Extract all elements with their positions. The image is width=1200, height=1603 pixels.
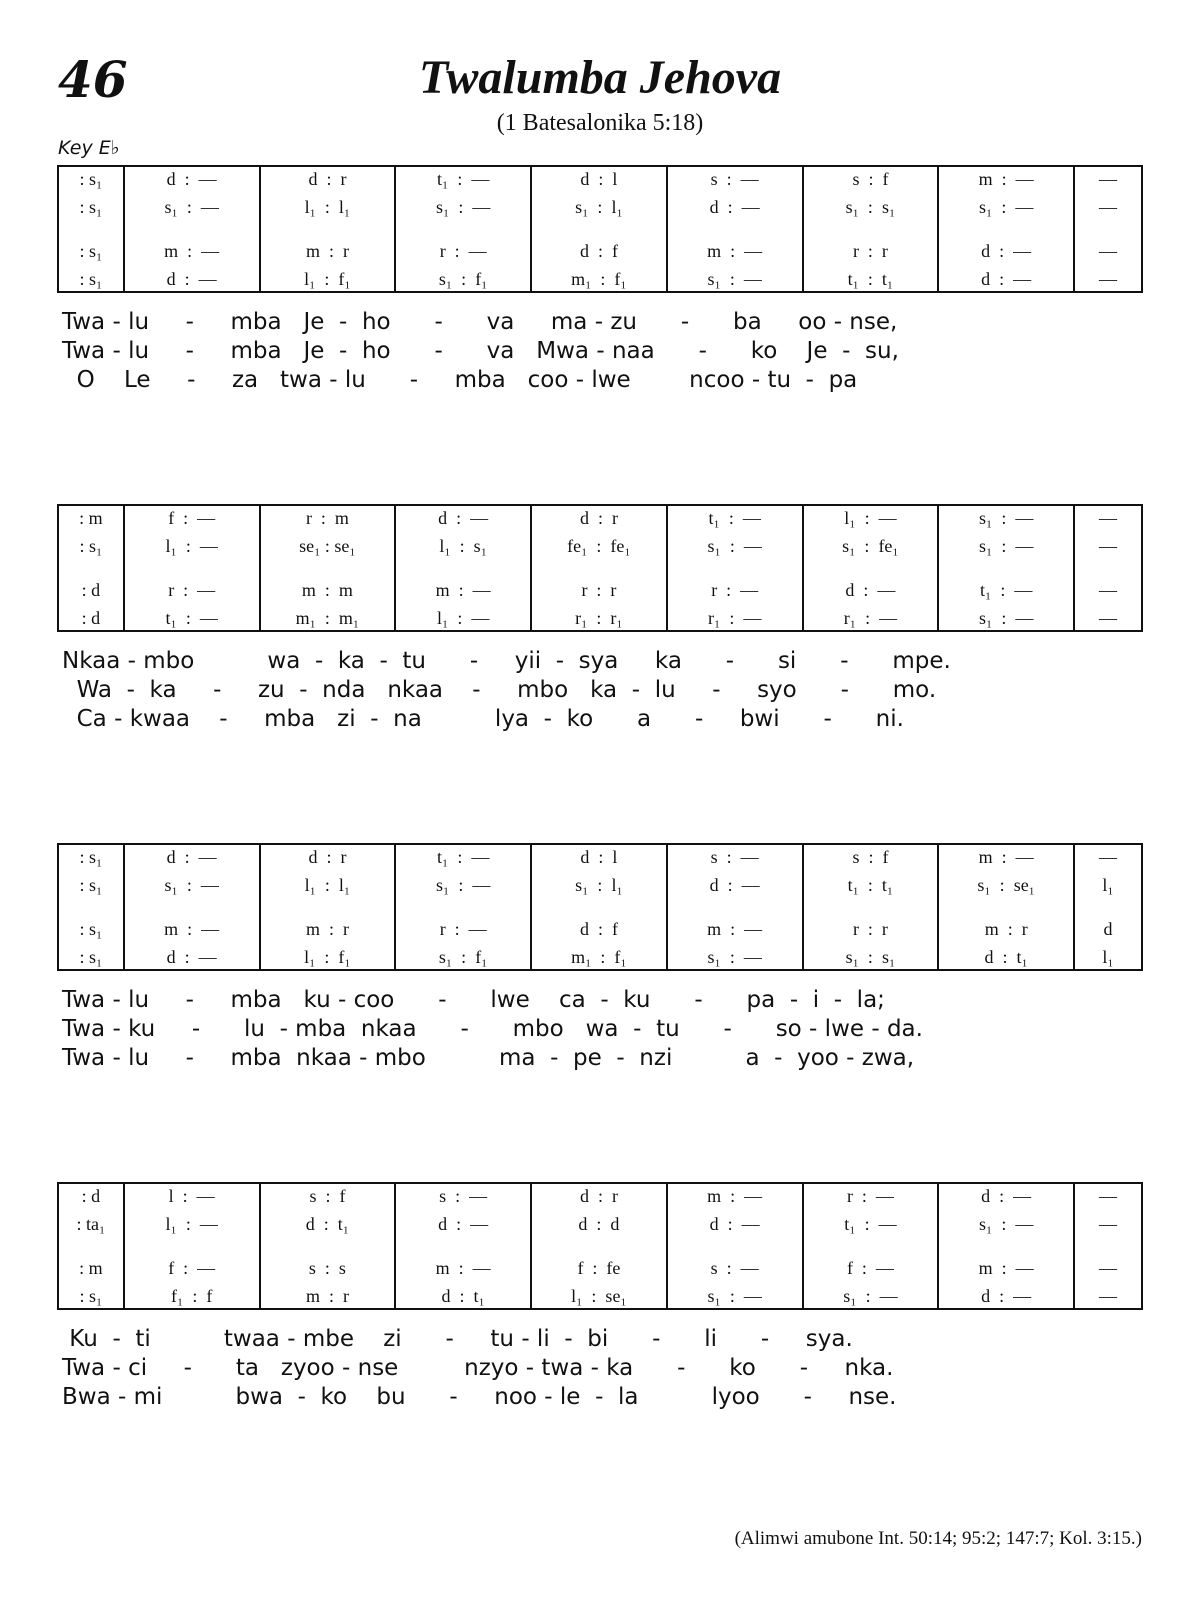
voice-part-notes: f : — — [846, 1258, 894, 1278]
voice-part-notes: t₁ : — — [980, 580, 1033, 600]
voice-part-notes: m : — — [978, 169, 1034, 189]
measure — [667, 1183, 803, 1309]
measure — [58, 1183, 124, 1309]
voice-part-notes: — — [1099, 1258, 1118, 1278]
voice-part-notes: m : — — [164, 919, 220, 939]
voice-part-notes: s₁ : — — [164, 197, 219, 217]
lyric-line: Bwa - mi bwa - ko bu - noo - le - la lyoo - nse. — [62, 1384, 897, 1410]
voice-part-notes: : s₁ — [79, 197, 103, 217]
measure — [531, 505, 667, 631]
measure — [1074, 505, 1142, 631]
voice-part-notes: s₁ : — — [979, 1214, 1034, 1234]
voice-part-notes: — — [1099, 197, 1118, 217]
voice-part-notes: d : l — [580, 847, 618, 867]
voice-part-notes: d : r — [308, 169, 347, 189]
measure — [124, 505, 260, 631]
lyric-line: Ku - ti twaa - mbe zi - tu - li - bi - li - sya. — [62, 1326, 853, 1352]
voice-part-notes: s₁ : — — [436, 875, 491, 895]
voice-part-notes: f₁ : f — [171, 1286, 213, 1306]
voice-part-notes: s₁ : s₁ — [845, 197, 896, 217]
voice-part-notes: m : r — [984, 919, 1028, 939]
voice-part-notes: l : — — [168, 1186, 215, 1206]
scripture-reference: (1 Batesalonika 5:18) — [496, 110, 704, 136]
voice-part-notes: f : — — [168, 508, 216, 528]
voice-part-notes: m₁ : f₁ — [571, 947, 627, 967]
voice-part-notes: s₁ : — — [707, 1286, 762, 1306]
voice-part-notes: : d — [81, 1186, 101, 1206]
measure — [667, 844, 803, 970]
measure — [124, 166, 260, 292]
measure — [1074, 1183, 1142, 1309]
voice-part-notes: : s₁ — [79, 536, 103, 556]
lyrics-block — [62, 986, 1142, 1073]
voice-part-notes: d : t₁ — [305, 1214, 350, 1234]
voice-part-notes: m : — — [435, 1258, 491, 1278]
voice-part-notes: : s₁ — [79, 875, 103, 895]
measure — [58, 844, 124, 970]
voice-part-notes: t₁ : — — [437, 169, 490, 189]
notation-system — [57, 504, 1143, 632]
lyric-line: Twa - lu - mba Je - ho - va ma - zu - ba oo - nse, — [62, 309, 898, 335]
notation-system — [57, 1182, 1143, 1310]
voice-part-notes: — — [1099, 508, 1118, 528]
voice-part-notes: d : — — [709, 197, 760, 217]
measure — [531, 166, 667, 292]
measure — [531, 844, 667, 970]
voice-part-notes: — — [1099, 580, 1118, 600]
voice-part-notes: : m — [79, 1258, 103, 1278]
voice-part-notes: s₁ : — — [707, 269, 762, 289]
measure — [803, 1183, 939, 1309]
lyric-line: Twa - ci - ta zyoo - nse nzyo - twa - ka - ko - nka. — [62, 1355, 894, 1381]
voice-part-notes: : s₁ — [79, 1286, 103, 1306]
voice-part-notes: r₁ : — — [708, 608, 762, 628]
voice-part-notes: : s₁ — [79, 947, 103, 967]
lyric-line: Wa - ka - zu - nda nkaa - mbo ka - lu - syo - mo. — [62, 677, 937, 703]
lyric-line: Twa - lu - mba Je - ho - va Mwa - naa - ko Je - su, — [62, 338, 899, 364]
voice-part-notes: d : d — [578, 1214, 620, 1234]
voice-part-notes: — — [1099, 1214, 1118, 1234]
voice-part-notes: — — [1099, 169, 1118, 189]
voice-part-notes: d : — — [845, 580, 896, 600]
voice-part-notes: r : r — [852, 241, 888, 261]
voice-part-notes: d : r — [579, 508, 618, 528]
voice-part-notes: l₁ : l₁ — [304, 197, 351, 217]
measure — [531, 1183, 667, 1309]
voice-part-notes: m : r — [305, 241, 349, 261]
voice-part-notes: d : r — [308, 847, 347, 867]
measure — [260, 166, 396, 292]
voice-part-notes: r : r — [852, 919, 888, 939]
voice-part-notes: — — [1099, 847, 1118, 867]
voice-part-notes: l₁ : se₁ — [571, 1286, 627, 1306]
voice-part-notes: m : — — [435, 580, 491, 600]
song-number: 46 — [58, 50, 128, 109]
voice-part-notes: — — [1099, 608, 1118, 628]
voice-part-notes: se₁ : se₁ — [299, 536, 356, 556]
measure — [124, 844, 260, 970]
voice-part-notes: s : — — [710, 1258, 759, 1278]
voice-part-notes: d : l — [580, 169, 618, 189]
voice-part-notes: l₁ : — — [844, 508, 897, 528]
voice-part-notes: s : f — [852, 847, 889, 867]
lyric-line: Twa - ku - lu - mba nkaa - mbo wa - tu - so - lwe - da. — [62, 1016, 923, 1042]
voice-part-notes: d : — — [166, 847, 217, 867]
voice-part-notes: : s₁ — [79, 241, 103, 261]
measure — [395, 844, 531, 970]
voice-part-notes: l₁ : — — [165, 1214, 218, 1234]
voice-part-notes: m : — — [707, 1186, 763, 1206]
key-signature: Key E♭ — [58, 137, 120, 159]
voice-part-notes: : s₁ — [79, 169, 103, 189]
measure — [395, 505, 531, 631]
measure — [938, 166, 1074, 292]
lyrics-block — [62, 308, 1142, 395]
voice-part-notes: t₁ : — — [437, 847, 490, 867]
voice-part-notes: s₁ : — — [707, 947, 762, 967]
voice-part-notes: t₁ : t₁ — [847, 875, 894, 895]
voice-part-notes: s₁ : f₁ — [438, 947, 488, 967]
voice-part-notes: d : — — [709, 875, 760, 895]
voice-part-notes: r₁ : — — [843, 608, 898, 628]
voice-part-notes: : ta₁ — [76, 1214, 106, 1234]
measure — [260, 1183, 396, 1309]
voice-part-notes: d : — — [438, 1214, 489, 1234]
voice-part-notes: d : — — [981, 1186, 1032, 1206]
voice-part-notes: m : — — [978, 1258, 1034, 1278]
voice-part-notes: l₁ — [1102, 947, 1114, 967]
voice-part-notes: — — [1099, 241, 1118, 261]
voice-part-notes: r : — — [846, 1186, 894, 1206]
song-title: Twalumba Jehova — [418, 51, 782, 104]
lyrics-block — [62, 647, 1142, 734]
voice-part-notes: m₁ : f₁ — [571, 269, 627, 289]
voice-part-notes: s₁ : — — [436, 197, 491, 217]
voice-part-notes: m₁ : m₁ — [295, 608, 360, 628]
voice-part-notes: d : — — [981, 1286, 1032, 1306]
voice-part-notes: t₁ : — — [708, 508, 761, 528]
voice-part-notes: d : — — [166, 947, 217, 967]
voice-part-notes: m : — — [978, 847, 1034, 867]
measure — [1074, 166, 1142, 292]
voice-part-notes: r : — — [168, 580, 216, 600]
voice-part-notes: s₁ : l₁ — [575, 197, 623, 217]
voice-part-notes: s : — — [710, 847, 759, 867]
measure — [938, 505, 1074, 631]
footer-references: (Alimwi amubone Int. 50:14; 95:2; 147:7; Kol. 3:15.) — [734, 1528, 1142, 1549]
voice-part-notes: l₁ : f₁ — [304, 947, 351, 967]
measure — [803, 166, 939, 292]
voice-part-notes: s₁ : — — [979, 197, 1034, 217]
voice-part-notes: fe₁ : fe₁ — [567, 536, 631, 556]
voice-part-notes: s₁ : — — [164, 875, 219, 895]
voice-part-notes: d : — — [166, 269, 217, 289]
voice-part-notes: l₁ : — — [437, 608, 490, 628]
voice-part-notes: : s₁ — [79, 847, 103, 867]
voice-part-notes: s₁ : — — [979, 536, 1034, 556]
measure — [395, 1183, 531, 1309]
voice-part-notes: m : m — [301, 580, 353, 600]
voice-part-notes: d : t₁ — [441, 1286, 485, 1306]
voice-part-notes: s₁ : f₁ — [438, 269, 488, 289]
voice-part-notes: s₁ : l₁ — [575, 875, 623, 895]
voice-part-notes: r : r — [581, 580, 617, 600]
lyrics-block — [62, 1325, 1142, 1412]
voice-part-notes: s : s — [308, 1258, 346, 1278]
voice-part-notes: r : — — [711, 580, 759, 600]
voice-part-notes: l₁ : — — [165, 536, 218, 556]
voice-part-notes: l₁ : f₁ — [304, 269, 351, 289]
voice-part-notes: t₁ : — — [844, 1214, 897, 1234]
voice-part-notes: r₁ : r₁ — [575, 608, 623, 628]
voice-part-notes: : d — [81, 580, 101, 600]
voice-part-notes: d : t₁ — [984, 947, 1028, 967]
voice-part-notes: s₁ : — — [843, 1286, 898, 1306]
voice-part-notes: s : — — [439, 1186, 488, 1206]
voice-part-notes: s₁ : fe₁ — [842, 536, 899, 556]
voice-part-notes: : s₁ — [79, 269, 103, 289]
voice-part-notes: d : — — [438, 508, 489, 528]
measure — [58, 166, 124, 292]
voice-part-notes: m : — — [164, 241, 220, 261]
lyric-line: O Le - za twa - lu - mba coo - lwe ncoo - tu - pa — [62, 367, 858, 393]
voice-part-notes: d : — — [709, 1214, 760, 1234]
measure — [124, 1183, 260, 1309]
measure — [58, 505, 124, 631]
lyric-line: Nkaa - mbo wa - ka - tu - yii - sya ka - si - mpe. — [62, 648, 951, 674]
voice-part-notes: s : f — [309, 1186, 346, 1206]
notation-system — [57, 165, 1143, 293]
voice-part-notes: d — [1103, 919, 1113, 939]
measure — [260, 844, 396, 970]
voice-part-notes: f : fe — [577, 1258, 621, 1278]
voice-part-notes: s₁ : se₁ — [977, 875, 1035, 895]
notation-system — [57, 843, 1143, 971]
lyric-line: Twa - lu - mba nkaa - mbo ma - pe - nzi a - yoo - zwa, — [62, 1045, 915, 1071]
voice-part-notes: s₁ : — — [979, 608, 1034, 628]
voice-part-notes: d : — — [981, 269, 1032, 289]
voice-part-notes: — — [1099, 536, 1118, 556]
measure — [938, 844, 1074, 970]
measure — [938, 1183, 1074, 1309]
lyric-line: Twa - lu - mba ku - coo - lwe ca - ku - pa - i - la; — [62, 987, 885, 1013]
voice-part-notes: s₁ : — — [979, 508, 1034, 528]
voice-part-notes: d : — — [981, 241, 1032, 261]
measure — [667, 505, 803, 631]
measure — [260, 505, 396, 631]
voice-part-notes: s : f — [852, 169, 889, 189]
voice-part-notes: — — [1099, 1186, 1118, 1206]
voice-part-notes: s₁ : s₁ — [845, 947, 896, 967]
measure — [395, 166, 531, 292]
voice-part-notes: m : r — [305, 1286, 349, 1306]
voice-part-notes: s₁ : — — [707, 536, 762, 556]
voice-part-notes: : s₁ — [79, 919, 103, 939]
measure — [803, 505, 939, 631]
measure — [803, 844, 939, 970]
voice-part-notes: — — [1099, 1286, 1118, 1306]
measure — [667, 166, 803, 292]
voice-part-notes: t₁ : — — [165, 608, 218, 628]
voice-part-notes: l₁ : l₁ — [304, 875, 351, 895]
voice-part-notes: t₁ : t₁ — [847, 269, 894, 289]
voice-part-notes: r : — — [439, 919, 487, 939]
voice-part-notes: r : — — [439, 241, 487, 261]
voice-part-notes: f : — — [168, 1258, 216, 1278]
voice-part-notes: s : — — [710, 169, 759, 189]
voice-part-notes: r : m — [305, 508, 349, 528]
voice-part-notes: d : r — [579, 1186, 618, 1206]
voice-part-notes: : m — [79, 508, 103, 528]
voice-part-notes: l₁ — [1102, 875, 1114, 895]
lyric-line: Ca - kwaa - mba zi - na lya - ko a - bwi - ni. — [62, 706, 904, 732]
voice-part-notes: d : f — [579, 919, 618, 939]
voice-part-notes: d : — — [166, 169, 217, 189]
voice-part-notes: m : — — [707, 919, 763, 939]
voice-part-notes: : d — [81, 608, 101, 628]
voice-part-notes: m : — — [707, 241, 763, 261]
voice-part-notes: d : f — [579, 241, 618, 261]
voice-part-notes: — — [1099, 269, 1118, 289]
voice-part-notes: m : r — [305, 919, 349, 939]
voice-part-notes: l₁ : s₁ — [439, 536, 487, 556]
measure — [1074, 844, 1142, 970]
